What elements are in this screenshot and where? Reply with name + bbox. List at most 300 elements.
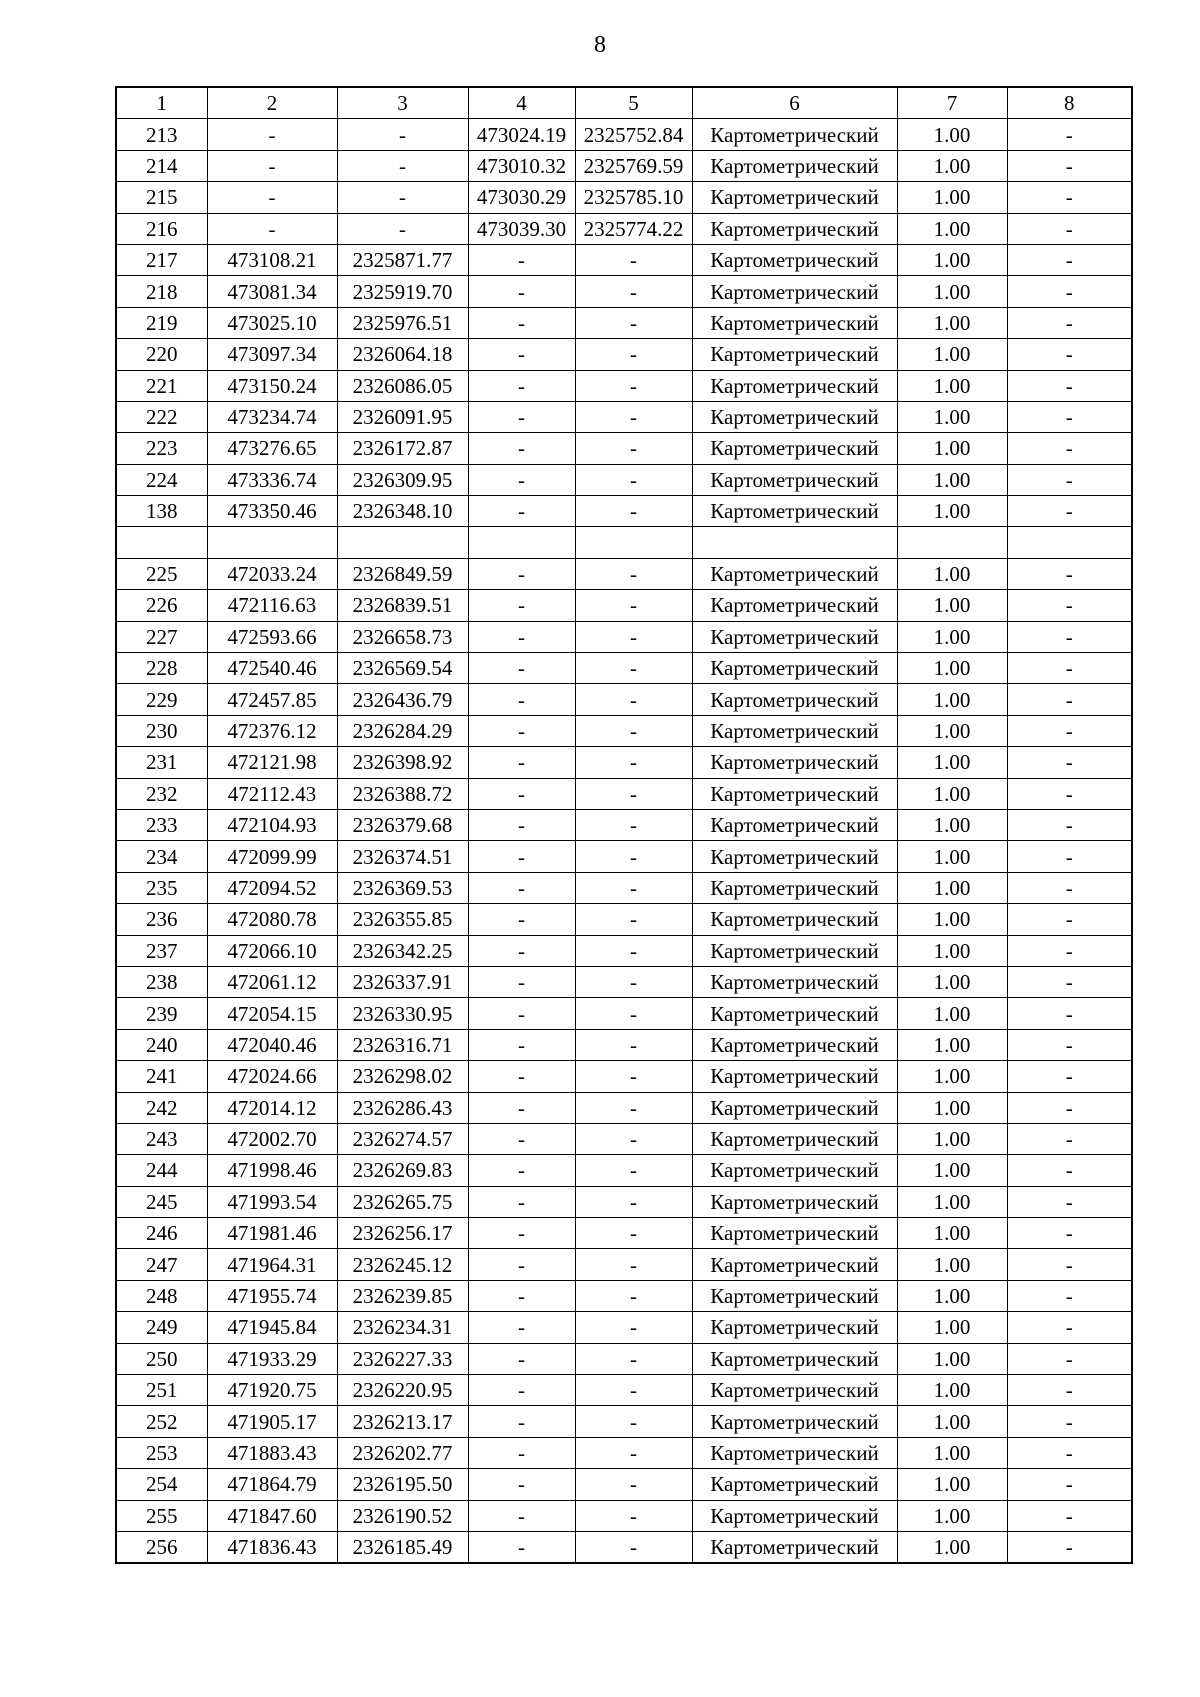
table-cell-col-8: - <box>1007 841 1132 872</box>
table-cell-col-7: 1.00 <box>897 1029 1007 1060</box>
table-cell-col-4: - <box>468 841 575 872</box>
table-cell-col-6: Картометрический <box>692 276 897 307</box>
table-row <box>116 1092 1132 1123</box>
table-cell-col-7: 1.00 <box>897 1343 1007 1374</box>
table-cell-col-7: 1.00 <box>897 1312 1007 1343</box>
table-cell-col-8: - <box>1007 401 1132 432</box>
table-cell-col-4: - <box>468 935 575 966</box>
table-cell-col-3: 2326839.51 <box>337 590 468 621</box>
table-cell-col-8: - <box>1007 558 1132 589</box>
table-cell-col-2: 471883.43 <box>207 1437 337 1468</box>
table-cell-col-5: - <box>575 401 692 432</box>
table-cell-col-8: - <box>1007 119 1132 150</box>
table-cell-col-7 <box>897 527 1007 558</box>
table-cell-col-5: - <box>575 1155 692 1186</box>
table-cell-col-7: 1.00 <box>897 558 1007 589</box>
table-cell-col-8: - <box>1007 1280 1132 1311</box>
table-row <box>116 1061 1132 1092</box>
table-cell-col-2: 472066.10 <box>207 935 337 966</box>
table-cell-col-3: 2326369.53 <box>337 872 468 903</box>
table-cell-col-5: - <box>575 1343 692 1374</box>
table-cell-col-6: Картометрический <box>692 150 897 181</box>
table-cell-col-5: - <box>575 1029 692 1060</box>
table-cell-col-8: - <box>1007 433 1132 464</box>
table-cell-col-6: Картометрический <box>692 1061 897 1092</box>
table-cell-col-1: 251 <box>116 1375 207 1406</box>
table-cell-col-5: - <box>575 904 692 935</box>
table-cell-col-2: 471864.79 <box>207 1469 337 1500</box>
table-cell-col-4: - <box>468 1123 575 1154</box>
table-cell-col-8: - <box>1007 1343 1132 1374</box>
table-cell-col-5: - <box>575 998 692 1029</box>
table-cell-col-2: 472033.24 <box>207 558 337 589</box>
table-cell-col-5: - <box>575 966 692 997</box>
table-cell-col-5: - <box>575 464 692 495</box>
table-row <box>116 496 1132 527</box>
table-cell-col-2: 472593.66 <box>207 621 337 652</box>
table-cell-col-6: Картометрический <box>692 1500 897 1531</box>
table-cell-col-8: - <box>1007 1092 1132 1123</box>
table-cell-col-3: - <box>337 119 468 150</box>
table-cell-col-6: Картометрический <box>692 1092 897 1123</box>
table-cell-col-8: - <box>1007 1218 1132 1249</box>
table-cell-col-4: - <box>468 998 575 1029</box>
table-cell-col-2: 472540.46 <box>207 653 337 684</box>
table-cell-col-4: - <box>468 1186 575 1217</box>
page-number: 8 <box>594 32 606 58</box>
table-row <box>116 276 1132 307</box>
table-cell-col-2: 471993.54 <box>207 1186 337 1217</box>
table-cell-col-4: - <box>468 621 575 652</box>
table-cell-col-6: Картометрический <box>692 339 897 370</box>
table-cell-col-1: 222 <box>116 401 207 432</box>
table-cell-col-2: 471847.60 <box>207 1500 337 1531</box>
table-cell-col-8: - <box>1007 872 1132 903</box>
column-header-5: 5 <box>575 87 692 119</box>
table-cell-col-3: 2326658.73 <box>337 621 468 652</box>
table-row <box>116 1500 1132 1531</box>
table-cell-col-3: 2326330.95 <box>337 998 468 1029</box>
table-cell-col-3: 2326256.17 <box>337 1218 468 1249</box>
table-cell-col-4: - <box>468 370 575 401</box>
table-cell-col-1: 230 <box>116 715 207 746</box>
table-cell-col-2: 472014.12 <box>207 1092 337 1123</box>
table-cell-col-8: - <box>1007 715 1132 746</box>
table-cell-col-3: 2326234.31 <box>337 1312 468 1343</box>
table-cell-col-1: 253 <box>116 1437 207 1468</box>
table-row <box>116 1155 1132 1186</box>
table-cell-col-8: - <box>1007 590 1132 621</box>
table-row <box>116 433 1132 464</box>
table-cell-col-4: - <box>468 1029 575 1060</box>
table-cell-col-1: 246 <box>116 1218 207 1249</box>
table-cell-col-1: 224 <box>116 464 207 495</box>
table-cell-col-4: 473024.19 <box>468 119 575 150</box>
table-row <box>116 401 1132 432</box>
table-cell-col-1: 235 <box>116 872 207 903</box>
table-cell-col-4: - <box>468 1469 575 1500</box>
table-cell-col-7: 1.00 <box>897 998 1007 1029</box>
table-cell-col-7: 1.00 <box>897 590 1007 621</box>
table-cell-col-4: - <box>468 778 575 809</box>
table-cell-col-1: 233 <box>116 809 207 840</box>
table-cell-col-7: 1.00 <box>897 1375 1007 1406</box>
table-cell-col-5: - <box>575 339 692 370</box>
table-cell-col-7: 1.00 <box>897 213 1007 244</box>
table-cell-col-4: - <box>468 653 575 684</box>
table-row <box>116 1437 1132 1468</box>
table-cell-col-8: - <box>1007 935 1132 966</box>
table-cell-col-6: Картометрический <box>692 370 897 401</box>
table-cell-col-7: 1.00 <box>897 496 1007 527</box>
table-row <box>116 213 1132 244</box>
table-cell-col-2: 471964.31 <box>207 1249 337 1280</box>
table-cell-col-8: - <box>1007 653 1132 684</box>
table-cell-col-8: - <box>1007 747 1132 778</box>
table-row <box>116 527 1132 558</box>
table-cell-col-7: 1.00 <box>897 747 1007 778</box>
table-row <box>116 715 1132 746</box>
table-row <box>116 307 1132 338</box>
table-cell-col-7: 1.00 <box>897 935 1007 966</box>
table-cell-col-8: - <box>1007 1061 1132 1092</box>
table-cell-col-5: - <box>575 621 692 652</box>
table-row <box>116 1375 1132 1406</box>
table-cell-col-8: - <box>1007 496 1132 527</box>
table-cell-col-7: 1.00 <box>897 119 1007 150</box>
table-cell-col-6: Картометрический <box>692 998 897 1029</box>
table-cell-col-5: - <box>575 935 692 966</box>
table-cell-col-5: - <box>575 1469 692 1500</box>
table-cell-col-5: - <box>575 1406 692 1437</box>
table-cell-col-6 <box>692 527 897 558</box>
table-row <box>116 464 1132 495</box>
table-cell-col-4: - <box>468 1437 575 1468</box>
table-cell-col-6: Картометрический <box>692 1123 897 1154</box>
table-cell-col-5: - <box>575 1061 692 1092</box>
table-row <box>116 1186 1132 1217</box>
table-cell-col-6: Картометрический <box>692 182 897 213</box>
table-row <box>116 841 1132 872</box>
table-cell-col-4: - <box>468 872 575 903</box>
table-cell-col-1: 213 <box>116 119 207 150</box>
table-cell-col-3: 2326316.71 <box>337 1029 468 1060</box>
table-cell-col-5: - <box>575 841 692 872</box>
table-cell-col-2: - <box>207 150 337 181</box>
table-cell-col-1: 249 <box>116 1312 207 1343</box>
table-cell-col-8: - <box>1007 904 1132 935</box>
table-row <box>116 590 1132 621</box>
table-cell-col-5: - <box>575 1437 692 1468</box>
table-cell-col-1: 217 <box>116 244 207 275</box>
table-cell-col-5: - <box>575 307 692 338</box>
table-cell-col-8: - <box>1007 621 1132 652</box>
table-cell-col-3: 2326398.92 <box>337 747 468 778</box>
table-cell-col-1: 240 <box>116 1029 207 1060</box>
table-cell-col-8: - <box>1007 1123 1132 1154</box>
table-cell-col-2: 473234.74 <box>207 401 337 432</box>
table-cell-col-4: - <box>468 1406 575 1437</box>
table-cell-col-6: Картометрический <box>692 1469 897 1500</box>
table-cell-col-6: Картометрический <box>692 558 897 589</box>
table-cell-col-3: 2326355.85 <box>337 904 468 935</box>
table-cell-col-2: 471955.74 <box>207 1280 337 1311</box>
table-cell-col-5: - <box>575 747 692 778</box>
table-cell-col-3: 2326388.72 <box>337 778 468 809</box>
table-cell-col-8: - <box>1007 1437 1132 1468</box>
table-cell-col-3: 2326337.91 <box>337 966 468 997</box>
table-row <box>116 1249 1132 1280</box>
table-cell-col-6: Картометрический <box>692 1186 897 1217</box>
table-cell-col-6: Картометрический <box>692 433 897 464</box>
table-cell-col-2: 472376.12 <box>207 715 337 746</box>
table-cell-col-2: 472112.43 <box>207 778 337 809</box>
table-cell-col-7: 1.00 <box>897 401 1007 432</box>
table-cell-col-2: 472002.70 <box>207 1123 337 1154</box>
table-cell-col-8: - <box>1007 339 1132 370</box>
table-cell-col-5: - <box>575 590 692 621</box>
table-cell-col-7: 1.00 <box>897 904 1007 935</box>
table-cell-col-3: 2326239.85 <box>337 1280 468 1311</box>
table-cell-col-8: - <box>1007 370 1132 401</box>
table-cell-col-5: - <box>575 684 692 715</box>
table-row <box>116 119 1132 150</box>
table-row <box>116 872 1132 903</box>
table-cell-col-7: 1.00 <box>897 1249 1007 1280</box>
table-cell-col-1: 216 <box>116 213 207 244</box>
table-cell-col-7: 1.00 <box>897 464 1007 495</box>
table-row <box>116 1343 1132 1374</box>
table-cell-col-8: - <box>1007 213 1132 244</box>
table-cell-col-5: - <box>575 653 692 684</box>
table-cell-col-8: - <box>1007 1249 1132 1280</box>
table-header-row <box>116 87 1132 119</box>
table-cell-col-6: Картометрический <box>692 872 897 903</box>
table-cell-col-2: 473097.34 <box>207 339 337 370</box>
table-cell-col-4: - <box>468 276 575 307</box>
table-cell-col-1 <box>116 527 207 558</box>
table-cell-col-3: 2326348.10 <box>337 496 468 527</box>
table-cell-col-3: 2326091.95 <box>337 401 468 432</box>
table-cell-col-6: Картометрический <box>692 1155 897 1186</box>
table-cell-col-8: - <box>1007 244 1132 275</box>
table-cell-col-6: Картометрический <box>692 1218 897 1249</box>
table-cell-col-4: - <box>468 809 575 840</box>
table-cell-col-3: 2326213.17 <box>337 1406 468 1437</box>
table-cell-col-7: 1.00 <box>897 1500 1007 1531</box>
table-cell-col-6: Картометрический <box>692 119 897 150</box>
table-cell-col-8: - <box>1007 307 1132 338</box>
table-cell-col-2: 473081.34 <box>207 276 337 307</box>
table-cell-col-7: 1.00 <box>897 1531 1007 1563</box>
table-cell-col-7: 1.00 <box>897 684 1007 715</box>
table-cell-col-3: 2326342.25 <box>337 935 468 966</box>
table-cell-col-7: 1.00 <box>897 621 1007 652</box>
table-cell-col-1: 252 <box>116 1406 207 1437</box>
table-cell-col-6: Картометрический <box>692 684 897 715</box>
table-cell-col-5: - <box>575 1531 692 1563</box>
table-cell-col-1: 256 <box>116 1531 207 1563</box>
table-cell-col-1: 215 <box>116 182 207 213</box>
table-cell-col-3: 2326436.79 <box>337 684 468 715</box>
column-header-3: 3 <box>337 87 468 119</box>
table-cell-col-5 <box>575 527 692 558</box>
table-cell-col-1: 218 <box>116 276 207 307</box>
table-cell-col-4: - <box>468 1312 575 1343</box>
table-cell-col-4: - <box>468 339 575 370</box>
table-cell-col-5: - <box>575 1375 692 1406</box>
table-cell-col-1: 232 <box>116 778 207 809</box>
table-cell-col-3: 2326202.77 <box>337 1437 468 1468</box>
table-cell-col-6: Картометрический <box>692 747 897 778</box>
table-row <box>116 1280 1132 1311</box>
table-cell-col-7: 1.00 <box>897 966 1007 997</box>
table-cell-col-4: - <box>468 747 575 778</box>
column-header-2: 2 <box>207 87 337 119</box>
table-cell-col-3: 2326284.29 <box>337 715 468 746</box>
table-cell-col-6: Картометрический <box>692 1280 897 1311</box>
table-cell-col-3: 2326274.57 <box>337 1123 468 1154</box>
table-cell-col-5: - <box>575 558 692 589</box>
table-cell-col-7: 1.00 <box>897 1280 1007 1311</box>
table-cell-col-7: 1.00 <box>897 370 1007 401</box>
table-cell-col-5: - <box>575 809 692 840</box>
table-cell-col-4: - <box>468 590 575 621</box>
table-cell-col-2: 472116.63 <box>207 590 337 621</box>
table-cell-col-6: Картометрический <box>692 1249 897 1280</box>
table-cell-col-5: - <box>575 872 692 903</box>
table-cell-col-4: - <box>468 1249 575 1280</box>
table-cell-col-6: Картометрический <box>692 1437 897 1468</box>
table-cell-col-8: - <box>1007 1469 1132 1500</box>
table-row <box>116 1531 1132 1563</box>
table-cell-col-2: 473150.24 <box>207 370 337 401</box>
table-cell-col-4: - <box>468 244 575 275</box>
table-cell-col-2: 473350.46 <box>207 496 337 527</box>
table-cell-col-7: 1.00 <box>897 715 1007 746</box>
table-cell-col-1: 254 <box>116 1469 207 1500</box>
table-cell-col-2: 471836.43 <box>207 1531 337 1563</box>
table-cell-col-1: 237 <box>116 935 207 966</box>
table-cell-col-1: 223 <box>116 433 207 464</box>
table-cell-col-4: - <box>468 904 575 935</box>
table-cell-col-2: - <box>207 213 337 244</box>
table-cell-col-5: 2325774.22 <box>575 213 692 244</box>
table-cell-col-6: Картометрический <box>692 496 897 527</box>
table-cell-col-5: - <box>575 1280 692 1311</box>
table-cell-col-6: Картометрический <box>692 213 897 244</box>
table-cell-col-5: - <box>575 1092 692 1123</box>
table-cell-col-6: Картометрический <box>692 621 897 652</box>
table-cell-col-5: - <box>575 1500 692 1531</box>
table-row <box>116 747 1132 778</box>
table-cell-col-6: Картометрический <box>692 653 897 684</box>
table-cell-col-1: 255 <box>116 1500 207 1531</box>
table-cell-col-2: 472040.46 <box>207 1029 337 1060</box>
table-cell-col-2: 473276.65 <box>207 433 337 464</box>
table-cell-col-3: 2326569.54 <box>337 653 468 684</box>
table-cell-col-2: 473025.10 <box>207 307 337 338</box>
table-cell-col-7: 1.00 <box>897 809 1007 840</box>
table-cell-col-2: - <box>207 119 337 150</box>
table-cell-col-3: 2326227.33 <box>337 1343 468 1374</box>
table-cell-col-7: 1.00 <box>897 1218 1007 1249</box>
table-cell-col-1: 225 <box>116 558 207 589</box>
table-cell-col-8: - <box>1007 150 1132 181</box>
table-cell-col-5: - <box>575 715 692 746</box>
table-cell-col-5: - <box>575 244 692 275</box>
table-cell-col-3: 2326185.49 <box>337 1531 468 1563</box>
table-cell-col-7: 1.00 <box>897 307 1007 338</box>
table-cell-col-7: 1.00 <box>897 182 1007 213</box>
table-cell-col-1: 238 <box>116 966 207 997</box>
table-cell-col-1: 245 <box>116 1186 207 1217</box>
table-cell-col-2: 472104.93 <box>207 809 337 840</box>
table-cell-col-1: 242 <box>116 1092 207 1123</box>
table-cell-col-4: - <box>468 715 575 746</box>
table-cell-col-5: 2325785.10 <box>575 182 692 213</box>
table-cell-col-3: 2326374.51 <box>337 841 468 872</box>
table-cell-col-1: 244 <box>116 1155 207 1186</box>
table-row <box>116 1312 1132 1343</box>
table-row <box>116 1218 1132 1249</box>
table-cell-col-8: - <box>1007 1312 1132 1343</box>
table-row <box>116 904 1132 935</box>
table-cell-col-7: 1.00 <box>897 1469 1007 1500</box>
table-cell-col-4: - <box>468 1218 575 1249</box>
table-cell-col-5: - <box>575 1249 692 1280</box>
table-cell-col-8 <box>1007 527 1132 558</box>
table-cell-col-1: 229 <box>116 684 207 715</box>
table-cell-col-1: 234 <box>116 841 207 872</box>
table-cell-col-5: - <box>575 433 692 464</box>
table-body <box>116 119 1132 1563</box>
table-cell-col-3: 2326298.02 <box>337 1061 468 1092</box>
table-cell-col-7: 1.00 <box>897 778 1007 809</box>
table-cell-col-2: 472061.12 <box>207 966 337 997</box>
table-cell-col-5: - <box>575 1123 692 1154</box>
table-cell-col-3: 2326086.05 <box>337 370 468 401</box>
table-cell-col-1: 214 <box>116 150 207 181</box>
table-cell-col-2: 471933.29 <box>207 1343 337 1374</box>
table-cell-col-3: 2326245.12 <box>337 1249 468 1280</box>
table-row <box>116 370 1132 401</box>
table-cell-col-4: - <box>468 1280 575 1311</box>
table-cell-col-7: 1.00 <box>897 1437 1007 1468</box>
table-cell-col-1: 220 <box>116 339 207 370</box>
table-cell-col-3: 2325871.77 <box>337 244 468 275</box>
table-cell-col-2: 471945.84 <box>207 1312 337 1343</box>
table-row <box>116 966 1132 997</box>
table-cell-col-3: 2326379.68 <box>337 809 468 840</box>
table-cell-col-8: - <box>1007 276 1132 307</box>
table-cell-col-2: 472024.66 <box>207 1061 337 1092</box>
table-cell-col-4: - <box>468 1375 575 1406</box>
table-row <box>116 935 1132 966</box>
table-cell-col-1: 219 <box>116 307 207 338</box>
column-header-1: 1 <box>116 87 207 119</box>
table-cell-col-4: - <box>468 307 575 338</box>
table-row <box>116 621 1132 652</box>
table-cell-col-7: 1.00 <box>897 1186 1007 1217</box>
table-cell-col-2: 471905.17 <box>207 1406 337 1437</box>
table-row <box>116 778 1132 809</box>
table-cell-col-8: - <box>1007 1155 1132 1186</box>
table-cell-col-6: Картометрический <box>692 1312 897 1343</box>
table-cell-col-4: - <box>468 433 575 464</box>
table-row <box>116 1469 1132 1500</box>
table-cell-col-4: - <box>468 1343 575 1374</box>
